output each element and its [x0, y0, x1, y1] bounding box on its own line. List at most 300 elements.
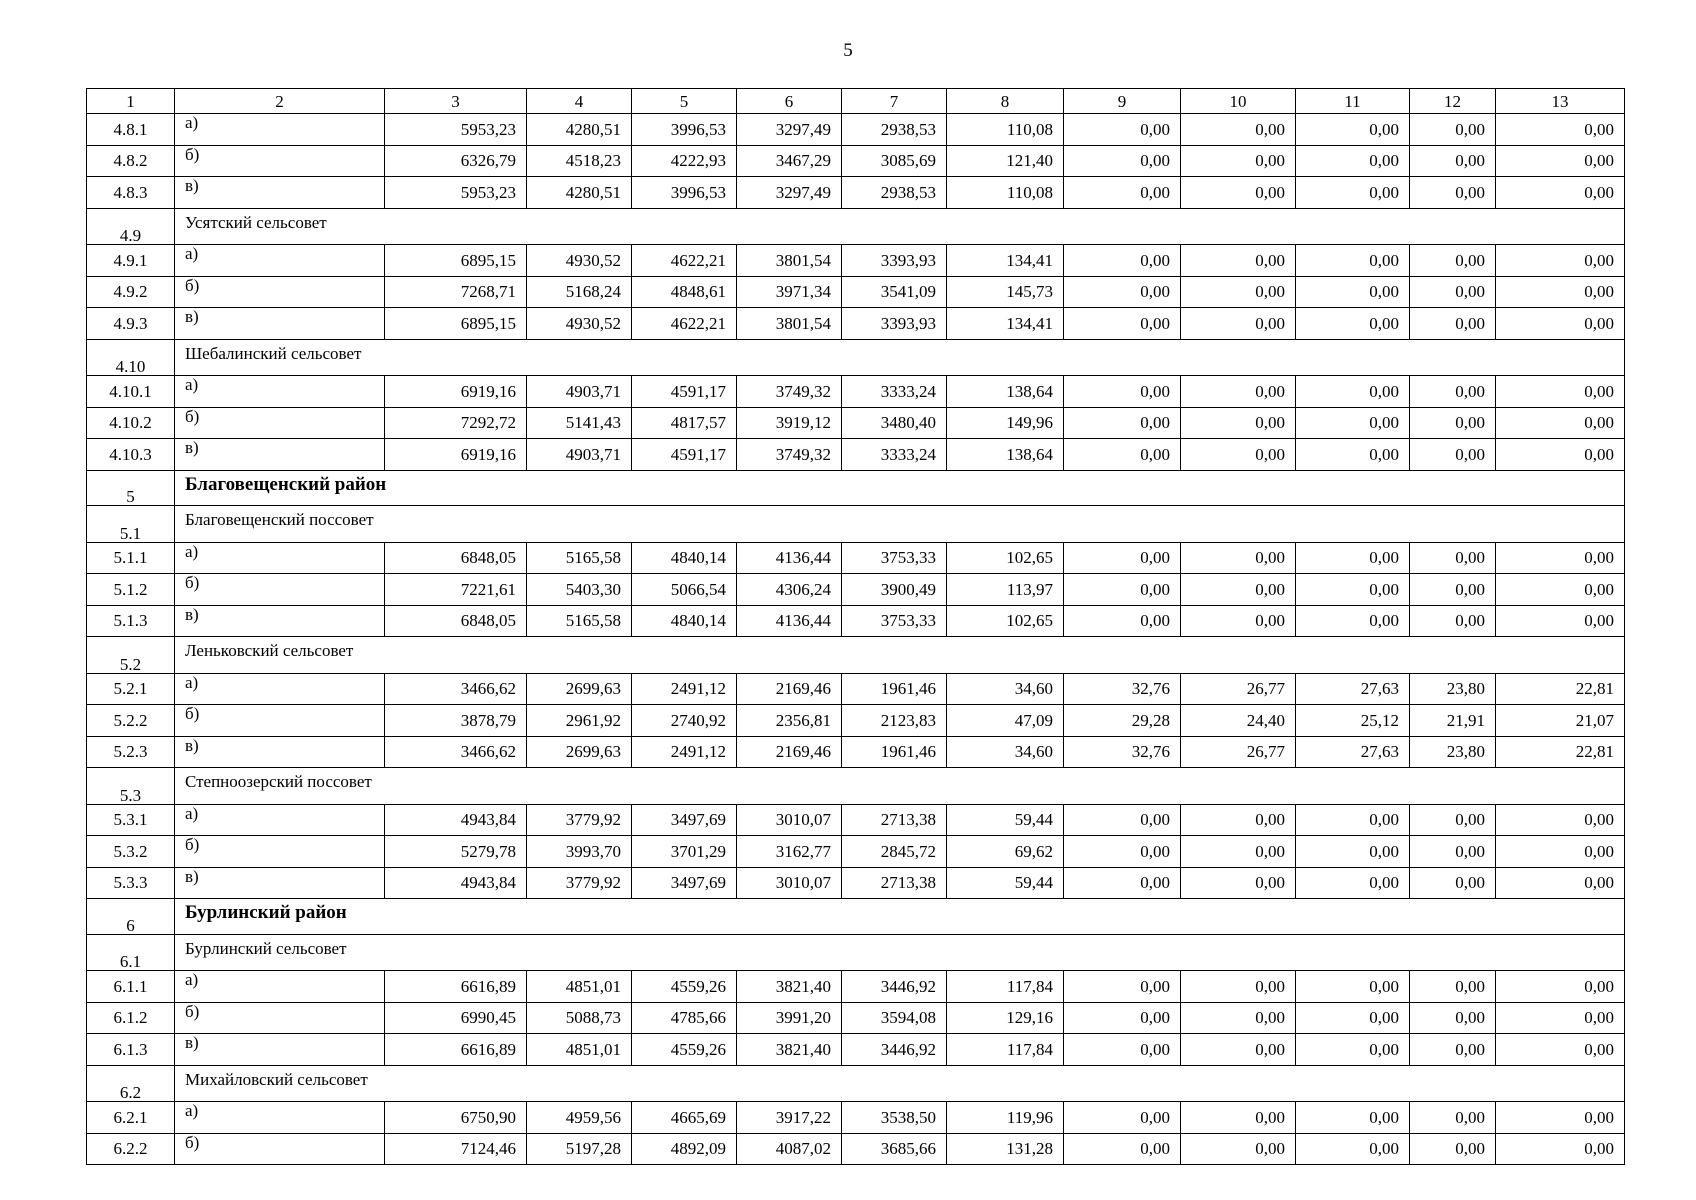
row-variant-label: б)	[175, 836, 385, 868]
value-cell-col-10: 0,00	[1181, 245, 1296, 277]
value-cell-col-5: 4559,26	[632, 1034, 737, 1066]
value-cell-col-7: 3333,24	[842, 439, 947, 471]
value-cell-col-10: 0,00	[1181, 574, 1296, 606]
value-cell-col-4: 3779,92	[527, 867, 632, 899]
council-name: Степноозерский поссовет	[175, 768, 1625, 805]
value-cell-col-6: 3801,54	[737, 245, 842, 277]
value-cell-col-5: 4622,21	[632, 308, 737, 340]
value-cell-col-11: 27,63	[1296, 673, 1410, 705]
value-cell-col-12: 23,80	[1410, 736, 1496, 768]
value-cell-col-6: 3971,34	[737, 276, 842, 308]
council-name: Михайловский сельсовет	[175, 1065, 1625, 1102]
row-code: 5.1.1	[87, 542, 175, 574]
row-code: 5.2.2	[87, 705, 175, 737]
row-variant-label: б)	[175, 705, 385, 737]
value-cell-col-11: 0,00	[1296, 1102, 1410, 1134]
value-cell-col-7: 3753,33	[842, 605, 947, 637]
value-cell-col-12: 0,00	[1410, 867, 1496, 899]
value-cell-col-6: 3801,54	[737, 308, 842, 340]
table-row	[87, 407, 1625, 439]
value-cell-col-4: 2961,92	[527, 705, 632, 737]
value-cell-col-4: 3779,92	[527, 804, 632, 836]
value-cell-col-9: 0,00	[1064, 308, 1181, 340]
value-cell-col-3: 6616,89	[385, 971, 527, 1003]
row-code: 5.3.1	[87, 804, 175, 836]
value-cell-col-6: 4306,24	[737, 574, 842, 606]
value-cell-col-8: 138,64	[947, 376, 1064, 408]
value-cell-col-8: 59,44	[947, 804, 1064, 836]
value-cell-col-13: 21,07	[1496, 705, 1625, 737]
value-cell-col-8: 131,28	[947, 1133, 1064, 1165]
value-cell-col-6: 4087,02	[737, 1133, 842, 1165]
district-name: Благовещенский район	[175, 470, 1625, 506]
value-cell-col-4: 4280,51	[527, 177, 632, 209]
row-code: 6.2.1	[87, 1102, 175, 1134]
value-cell-col-11: 0,00	[1296, 542, 1410, 574]
tariff-table	[86, 88, 1625, 1165]
value-cell-col-5: 4222,93	[632, 145, 737, 177]
value-cell-col-11: 0,00	[1296, 971, 1410, 1003]
column-number-11: 11	[1296, 89, 1410, 114]
value-cell-col-7: 3393,93	[842, 308, 947, 340]
value-cell-col-9: 0,00	[1064, 114, 1181, 146]
value-cell-col-8: 59,44	[947, 867, 1064, 899]
value-cell-col-10: 0,00	[1181, 605, 1296, 637]
value-cell-col-5: 4892,09	[632, 1133, 737, 1165]
value-cell-col-5: 3996,53	[632, 177, 737, 209]
table-body	[87, 89, 1625, 1165]
value-cell-col-3: 5953,23	[385, 177, 527, 209]
value-cell-col-4: 2699,63	[527, 736, 632, 768]
council-header-row	[87, 506, 1625, 543]
value-cell-col-9: 0,00	[1064, 407, 1181, 439]
value-cell-col-3: 7292,72	[385, 407, 527, 439]
row-code: 6.2	[87, 1065, 175, 1102]
value-cell-col-12: 0,00	[1410, 276, 1496, 308]
value-cell-col-7: 3538,50	[842, 1102, 947, 1134]
row-variant-label: в)	[175, 308, 385, 340]
value-cell-col-5: 4622,21	[632, 245, 737, 277]
value-cell-col-10: 0,00	[1181, 836, 1296, 868]
row-variant-label: б)	[175, 1002, 385, 1034]
value-cell-col-7: 1961,46	[842, 673, 947, 705]
value-cell-col-11: 0,00	[1296, 308, 1410, 340]
value-cell-col-8: 110,08	[947, 114, 1064, 146]
value-cell-col-9: 0,00	[1064, 804, 1181, 836]
value-cell-col-13: 0,00	[1496, 605, 1625, 637]
value-cell-col-3: 7268,71	[385, 276, 527, 308]
value-cell-col-8: 47,09	[947, 705, 1064, 737]
column-number-row	[87, 89, 1625, 114]
value-cell-col-4: 4851,01	[527, 1034, 632, 1066]
column-number-4: 4	[527, 89, 632, 114]
value-cell-col-4: 5088,73	[527, 1002, 632, 1034]
row-code: 4.10.1	[87, 376, 175, 408]
value-cell-col-13: 0,00	[1496, 145, 1625, 177]
value-cell-col-11: 0,00	[1296, 1002, 1410, 1034]
row-code: 4.10.2	[87, 407, 175, 439]
table-row	[87, 574, 1625, 606]
value-cell-col-6: 3010,07	[737, 804, 842, 836]
value-cell-col-3: 6848,05	[385, 605, 527, 637]
value-cell-col-9: 0,00	[1064, 1102, 1181, 1134]
value-cell-col-12: 0,00	[1410, 804, 1496, 836]
value-cell-col-3: 4943,84	[385, 804, 527, 836]
row-code: 4.8.3	[87, 177, 175, 209]
row-code: 4.9	[87, 208, 175, 245]
value-cell-col-6: 3821,40	[737, 971, 842, 1003]
value-cell-col-4: 4518,23	[527, 145, 632, 177]
value-cell-col-10: 26,77	[1181, 736, 1296, 768]
row-code: 4.9.2	[87, 276, 175, 308]
value-cell-col-8: 119,96	[947, 1102, 1064, 1134]
value-cell-col-4: 4903,71	[527, 439, 632, 471]
value-cell-col-13: 0,00	[1496, 804, 1625, 836]
page-number: 5	[843, 40, 853, 61]
value-cell-col-7: 2713,38	[842, 867, 947, 899]
column-number-6: 6	[737, 89, 842, 114]
value-cell-col-10: 0,00	[1181, 1034, 1296, 1066]
value-cell-col-12: 0,00	[1410, 971, 1496, 1003]
table-row	[87, 542, 1625, 574]
table-row	[87, 245, 1625, 277]
district-name: Бурлинский район	[175, 899, 1625, 935]
value-cell-col-3: 6919,16	[385, 439, 527, 471]
value-cell-col-4: 5165,58	[527, 542, 632, 574]
table-row	[87, 867, 1625, 899]
value-cell-col-11: 0,00	[1296, 376, 1410, 408]
value-cell-col-7: 1961,46	[842, 736, 947, 768]
value-cell-col-7: 3900,49	[842, 574, 947, 606]
council-header-row	[87, 637, 1625, 674]
value-cell-col-3: 6326,79	[385, 145, 527, 177]
value-cell-col-5: 3497,69	[632, 804, 737, 836]
value-cell-col-11: 0,00	[1296, 574, 1410, 606]
value-cell-col-8: 102,65	[947, 605, 1064, 637]
row-variant-label: б)	[175, 276, 385, 308]
value-cell-col-7: 2938,53	[842, 177, 947, 209]
row-variant-label: а)	[175, 245, 385, 277]
value-cell-col-3: 5279,78	[385, 836, 527, 868]
row-variant-label: а)	[175, 1102, 385, 1134]
value-cell-col-8: 134,41	[947, 308, 1064, 340]
value-cell-col-9: 0,00	[1064, 1002, 1181, 1034]
value-cell-col-11: 25,12	[1296, 705, 1410, 737]
value-cell-col-12: 0,00	[1410, 407, 1496, 439]
council-header-row	[87, 934, 1625, 971]
council-name: Благовещенский поссовет	[175, 506, 1625, 543]
column-number-1: 1	[87, 89, 175, 114]
row-variant-label: б)	[175, 145, 385, 177]
value-cell-col-10: 26,77	[1181, 673, 1296, 705]
value-cell-col-12: 0,00	[1410, 1034, 1496, 1066]
row-code: 6.2.2	[87, 1133, 175, 1165]
value-cell-col-3: 6895,15	[385, 245, 527, 277]
value-cell-col-4: 4851,01	[527, 971, 632, 1003]
council-name: Усятский сельсовет	[175, 208, 1625, 245]
value-cell-col-13: 0,00	[1496, 245, 1625, 277]
value-cell-col-11: 0,00	[1296, 276, 1410, 308]
value-cell-col-3: 7124,46	[385, 1133, 527, 1165]
value-cell-col-10: 0,00	[1181, 439, 1296, 471]
value-cell-col-6: 3297,49	[737, 177, 842, 209]
value-cell-col-6: 3919,12	[737, 407, 842, 439]
value-cell-col-8: 129,16	[947, 1002, 1064, 1034]
table-row	[87, 1133, 1625, 1165]
value-cell-col-7: 3085,69	[842, 145, 947, 177]
row-variant-label: в)	[175, 177, 385, 209]
council-header-row	[87, 1065, 1625, 1102]
value-cell-col-12: 0,00	[1410, 114, 1496, 146]
value-cell-col-12: 0,00	[1410, 376, 1496, 408]
table-row	[87, 736, 1625, 768]
value-cell-col-3: 6750,90	[385, 1102, 527, 1134]
council-name: Бурлинский сельсовет	[175, 934, 1625, 971]
value-cell-col-10: 24,40	[1181, 705, 1296, 737]
row-variant-label: а)	[175, 804, 385, 836]
value-cell-col-12: 0,00	[1410, 836, 1496, 868]
table-row	[87, 971, 1625, 1003]
value-cell-col-9: 0,00	[1064, 836, 1181, 868]
value-cell-col-9: 0,00	[1064, 542, 1181, 574]
row-variant-label: б)	[175, 574, 385, 606]
row-code: 5.1.2	[87, 574, 175, 606]
value-cell-col-7: 3333,24	[842, 376, 947, 408]
value-cell-col-5: 4591,17	[632, 376, 737, 408]
value-cell-col-7: 3685,66	[842, 1133, 947, 1165]
value-cell-col-11: 0,00	[1296, 1133, 1410, 1165]
value-cell-col-11: 27,63	[1296, 736, 1410, 768]
row-code: 6.1	[87, 934, 175, 971]
value-cell-col-5: 3701,29	[632, 836, 737, 868]
row-code: 6.1.2	[87, 1002, 175, 1034]
value-cell-col-10: 0,00	[1181, 145, 1296, 177]
value-cell-col-5: 5066,54	[632, 574, 737, 606]
value-cell-col-4: 5403,30	[527, 574, 632, 606]
value-cell-col-9: 29,28	[1064, 705, 1181, 737]
table-row	[87, 705, 1625, 737]
value-cell-col-12: 0,00	[1410, 308, 1496, 340]
value-cell-col-9: 0,00	[1064, 245, 1181, 277]
value-cell-col-6: 4136,44	[737, 605, 842, 637]
district-header-row	[87, 899, 1625, 935]
table-row	[87, 1002, 1625, 1034]
value-cell-col-4: 5168,24	[527, 276, 632, 308]
row-variant-label: в)	[175, 736, 385, 768]
row-code: 5.1.3	[87, 605, 175, 637]
row-variant-label: а)	[175, 376, 385, 408]
value-cell-col-11: 0,00	[1296, 804, 1410, 836]
table-row	[87, 1034, 1625, 1066]
row-variant-label: а)	[175, 673, 385, 705]
value-cell-col-4: 4280,51	[527, 114, 632, 146]
value-cell-col-8: 117,84	[947, 971, 1064, 1003]
value-cell-col-7: 3594,08	[842, 1002, 947, 1034]
row-code: 4.10.3	[87, 439, 175, 471]
value-cell-col-10: 0,00	[1181, 407, 1296, 439]
council-header-row	[87, 208, 1625, 245]
row-variant-label: а)	[175, 971, 385, 1003]
value-cell-col-4: 4959,56	[527, 1102, 632, 1134]
row-variant-label: в)	[175, 1034, 385, 1066]
value-cell-col-9: 0,00	[1064, 1133, 1181, 1165]
value-cell-col-3: 4943,84	[385, 867, 527, 899]
value-cell-col-8: 138,64	[947, 439, 1064, 471]
value-cell-col-12: 0,00	[1410, 245, 1496, 277]
value-cell-col-7: 3541,09	[842, 276, 947, 308]
value-cell-col-5: 3996,53	[632, 114, 737, 146]
value-cell-col-5: 4848,61	[632, 276, 737, 308]
value-cell-col-5: 4591,17	[632, 439, 737, 471]
column-number-9: 9	[1064, 89, 1181, 114]
value-cell-col-13: 0,00	[1496, 439, 1625, 471]
value-cell-col-8: 134,41	[947, 245, 1064, 277]
value-cell-col-7: 2845,72	[842, 836, 947, 868]
value-cell-col-10: 0,00	[1181, 1133, 1296, 1165]
value-cell-col-8: 113,97	[947, 574, 1064, 606]
value-cell-col-3: 6895,15	[385, 308, 527, 340]
row-variant-label: а)	[175, 114, 385, 146]
value-cell-col-10: 0,00	[1181, 867, 1296, 899]
value-cell-col-5: 4840,14	[632, 605, 737, 637]
value-cell-col-10: 0,00	[1181, 114, 1296, 146]
value-cell-col-5: 4817,57	[632, 407, 737, 439]
row-code: 5.2.1	[87, 673, 175, 705]
row-code: 5.2.3	[87, 736, 175, 768]
value-cell-col-5: 4559,26	[632, 971, 737, 1003]
value-cell-col-9: 0,00	[1064, 276, 1181, 308]
value-cell-col-5: 2491,12	[632, 736, 737, 768]
value-cell-col-3: 6919,16	[385, 376, 527, 408]
value-cell-col-9: 0,00	[1064, 145, 1181, 177]
value-cell-col-7: 3480,40	[842, 407, 947, 439]
value-cell-col-13: 0,00	[1496, 276, 1625, 308]
value-cell-col-8: 145,73	[947, 276, 1064, 308]
row-code: 5.3.3	[87, 867, 175, 899]
value-cell-col-3: 6848,05	[385, 542, 527, 574]
value-cell-col-13: 0,00	[1496, 836, 1625, 868]
value-cell-col-10: 0,00	[1181, 308, 1296, 340]
value-cell-col-6: 3162,77	[737, 836, 842, 868]
table-row	[87, 1102, 1625, 1134]
value-cell-col-10: 0,00	[1181, 376, 1296, 408]
value-cell-col-4: 4903,71	[527, 376, 632, 408]
column-number-12: 12	[1410, 89, 1496, 114]
value-cell-col-9: 0,00	[1064, 376, 1181, 408]
row-code: 6.1.1	[87, 971, 175, 1003]
value-cell-col-7: 3446,92	[842, 1034, 947, 1066]
column-number-13: 13	[1496, 89, 1625, 114]
value-cell-col-11: 0,00	[1296, 177, 1410, 209]
value-cell-col-8: 34,60	[947, 673, 1064, 705]
table-row	[87, 308, 1625, 340]
row-code: 5.1	[87, 506, 175, 543]
value-cell-col-9: 32,76	[1064, 736, 1181, 768]
value-cell-col-11: 0,00	[1296, 439, 1410, 471]
value-cell-col-12: 0,00	[1410, 439, 1496, 471]
row-code: 4.8.1	[87, 114, 175, 146]
table-row	[87, 673, 1625, 705]
table-row	[87, 836, 1625, 868]
value-cell-col-3: 3466,62	[385, 673, 527, 705]
value-cell-col-12: 0,00	[1410, 1133, 1496, 1165]
row-variant-label: в)	[175, 439, 385, 471]
table-row	[87, 177, 1625, 209]
table-row	[87, 145, 1625, 177]
value-cell-col-5: 4840,14	[632, 542, 737, 574]
value-cell-col-11: 0,00	[1296, 836, 1410, 868]
value-cell-col-13: 0,00	[1496, 376, 1625, 408]
value-cell-col-10: 0,00	[1181, 1102, 1296, 1134]
row-code: 5	[87, 470, 175, 506]
value-cell-col-7: 3753,33	[842, 542, 947, 574]
row-code: 5.3	[87, 768, 175, 805]
value-cell-col-10: 0,00	[1181, 971, 1296, 1003]
value-cell-col-13: 0,00	[1496, 1102, 1625, 1134]
value-cell-col-7: 2123,83	[842, 705, 947, 737]
row-variant-label: б)	[175, 407, 385, 439]
value-cell-col-11: 0,00	[1296, 867, 1410, 899]
column-number-5: 5	[632, 89, 737, 114]
value-cell-col-10: 0,00	[1181, 542, 1296, 574]
value-cell-col-13: 0,00	[1496, 574, 1625, 606]
value-cell-col-12: 0,00	[1410, 145, 1496, 177]
value-cell-col-6: 3467,29	[737, 145, 842, 177]
row-code: 6	[87, 899, 175, 935]
value-cell-col-13: 0,00	[1496, 114, 1625, 146]
table-row	[87, 276, 1625, 308]
row-code: 4.10	[87, 339, 175, 376]
value-cell-col-10: 0,00	[1181, 177, 1296, 209]
value-cell-col-9: 0,00	[1064, 605, 1181, 637]
value-cell-col-6: 2169,46	[737, 673, 842, 705]
value-cell-col-7: 2713,38	[842, 804, 947, 836]
value-cell-col-12: 0,00	[1410, 605, 1496, 637]
value-cell-col-13: 0,00	[1496, 308, 1625, 340]
value-cell-col-3: 5953,23	[385, 114, 527, 146]
value-cell-col-12: 23,80	[1410, 673, 1496, 705]
value-cell-col-4: 2699,63	[527, 673, 632, 705]
value-cell-col-13: 0,00	[1496, 1034, 1625, 1066]
value-cell-col-6: 3749,32	[737, 376, 842, 408]
row-code: 4.9.3	[87, 308, 175, 340]
value-cell-col-13: 0,00	[1496, 1002, 1625, 1034]
row-code: 4.9.1	[87, 245, 175, 277]
value-cell-col-9: 0,00	[1064, 574, 1181, 606]
table-row	[87, 114, 1625, 146]
column-number-2: 2	[175, 89, 385, 114]
table-row	[87, 605, 1625, 637]
value-cell-col-9: 0,00	[1064, 971, 1181, 1003]
value-cell-col-12: 0,00	[1410, 177, 1496, 209]
value-cell-col-11: 0,00	[1296, 605, 1410, 637]
column-number-7: 7	[842, 89, 947, 114]
value-cell-col-4: 4930,52	[527, 308, 632, 340]
value-cell-col-8: 69,62	[947, 836, 1064, 868]
value-cell-col-12: 0,00	[1410, 542, 1496, 574]
row-code: 5.3.2	[87, 836, 175, 868]
table-row	[87, 804, 1625, 836]
value-cell-col-10: 0,00	[1181, 804, 1296, 836]
value-cell-col-9: 0,00	[1064, 177, 1181, 209]
value-cell-col-8: 34,60	[947, 736, 1064, 768]
value-cell-col-5: 4665,69	[632, 1102, 737, 1134]
value-cell-col-13: 0,00	[1496, 407, 1625, 439]
value-cell-col-3: 6616,89	[385, 1034, 527, 1066]
value-cell-col-6: 3991,20	[737, 1002, 842, 1034]
value-cell-col-6: 2169,46	[737, 736, 842, 768]
value-cell-col-6: 3297,49	[737, 114, 842, 146]
